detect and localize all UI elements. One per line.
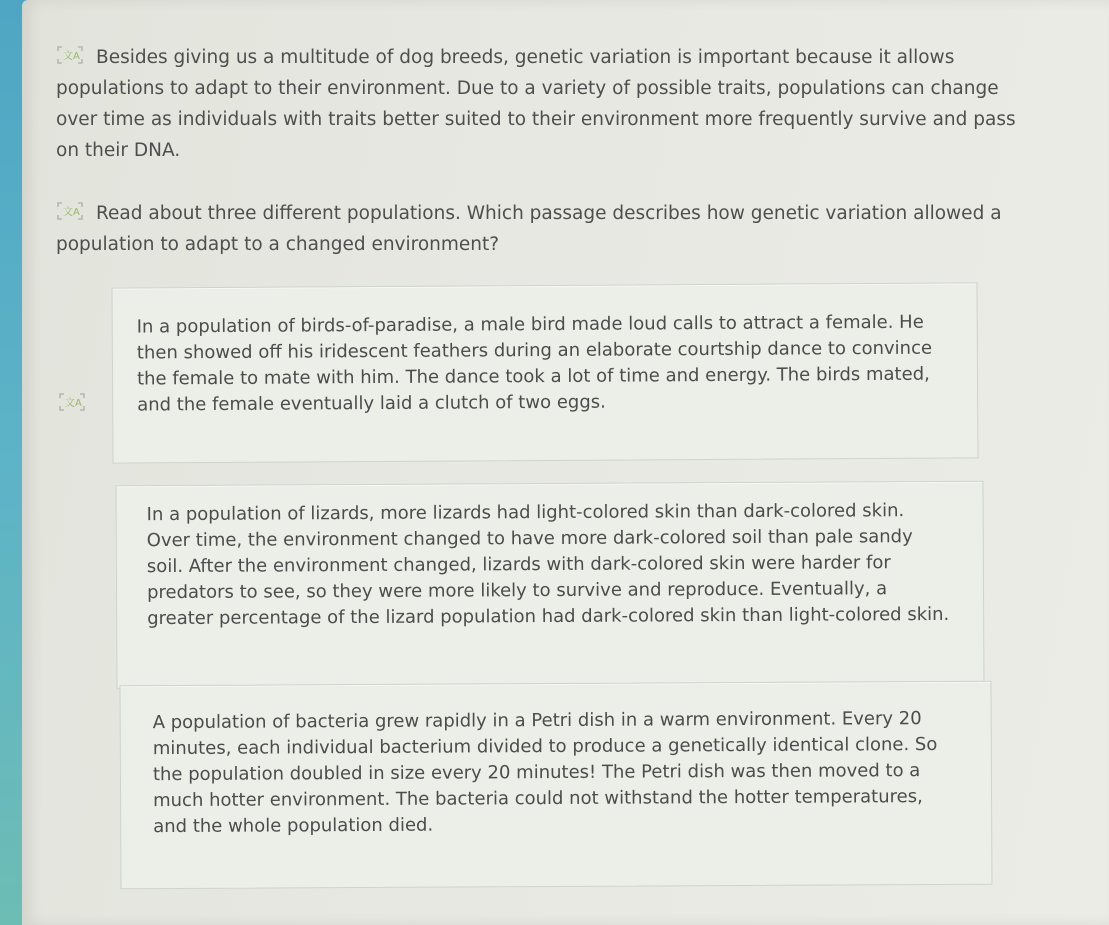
text-to-speech-icon[interactable]: [56, 44, 84, 66]
text-to-speech-icon[interactable]: [56, 200, 84, 222]
answer-choice-bacteria[interactable]: [119, 681, 992, 890]
svg-text:文A: 文A: [63, 207, 80, 218]
choice-text: A population of bacteria grew rapidly in a Petri dish in a warm environment. Every 20 minutes, each individual bacterium divided to produce a genetically identical clone. So the population doubled in size every 20 minutes! The Petri dish was then moved to a much hotter environment. The bacteria could not withstand the hotter temperatures, and the whole population died.: [152, 708, 938, 838]
question-prompt: [56, 198, 1016, 260]
choice-text: In a population of lizards, more lizards had light-colored skin than dark-colored skin. Over time, the environment changed to have more dark-colored soil than pale sandy soil. After the environment changed, lizards with dark-colored skin were harder for predators to see, so they were more likely to survive and reproduce. Eventually, a greater percentage of the lizard population had dark-colored skin than light-colored skin.: [146, 500, 950, 630]
answer-choice-birds[interactable]: [111, 282, 978, 463]
intro-text: Besides giving us a multitude of dog breeds, genetic variation is important because it allows populations to adapt to their environment. Due to a variety of possible traits, populations can change over time as individuals with traits better suited to their environment more frequently survive and pass on their DNA.: [56, 47, 1016, 161]
svg-text:文A: 文A: [63, 51, 80, 62]
intro-paragraph: [56, 42, 1026, 166]
answer-choice-lizards[interactable]: [115, 481, 984, 690]
screen: [22, 0, 1109, 925]
text-to-speech-icon[interactable]: [58, 391, 86, 413]
choice-text: In a population of birds-of-paradise, a male bird made loud calls to attract a female. He then showed off his iridescent feathers during an elaborate courtship dance to convince the female to mate with him. The dance took a lot of time and energy. The birds mated, and the female eventually laid a clutch of two eggs.: [136, 311, 933, 416]
svg-text:文A: 文A: [65, 398, 82, 409]
question-text: Read about three different populations. Which passage describes how genetic variation allowed a population to adapt to a changed environment?: [56, 203, 1002, 255]
